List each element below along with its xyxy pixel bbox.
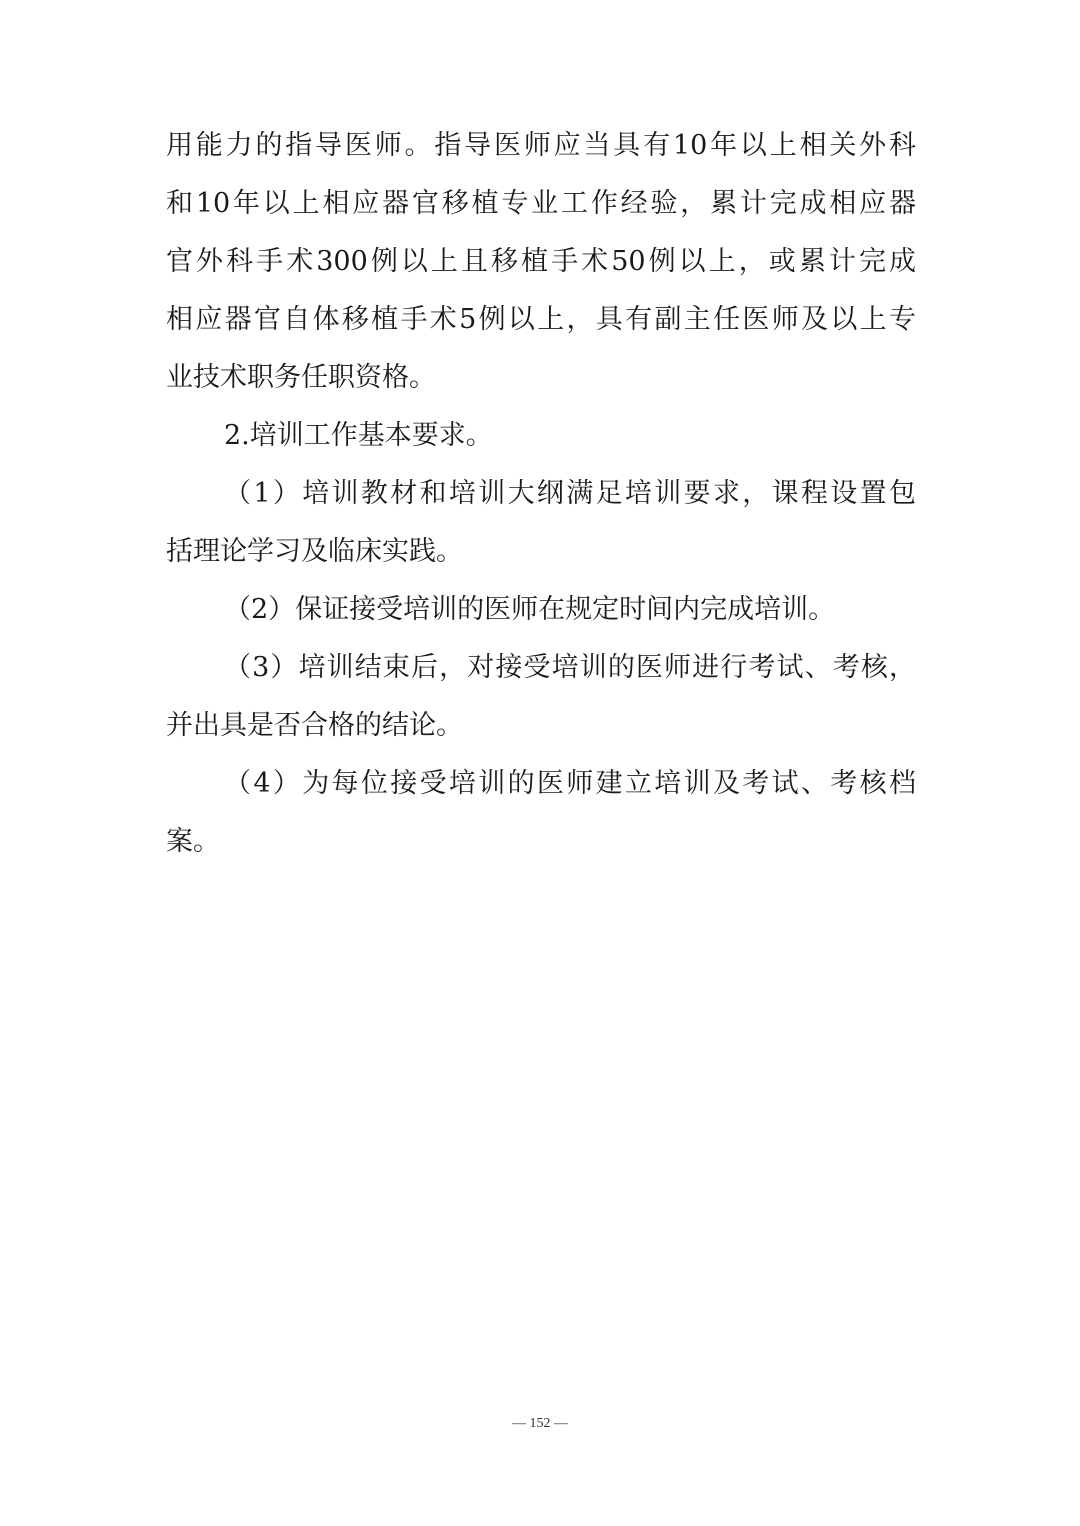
text-line: 官外科手术300例以上且移植手术50例以上，或累计完成 xyxy=(166,246,916,277)
text-line: 并出具是否合格的结论。 xyxy=(166,710,463,741)
text-line: 和10年以上相应器官移植专业工作经验，累计完成相应器 xyxy=(166,188,916,219)
text-line: 括理论学习及临床实践。 xyxy=(166,536,463,567)
page-number: — 152 — xyxy=(512,1416,568,1431)
text-line: （2）保证接受培训的医师在规定时间内完成培训。 xyxy=(224,594,836,625)
text-line: （1）培训教材和培训大纲满足培训要求，课程设置包 xyxy=(224,478,916,509)
text-line: （3）培训结束后，对接受培训的医师进行考试、考核， xyxy=(224,652,916,683)
text-line: （4）为每位接受培训的医师建立培训及考试、考核档 xyxy=(224,768,916,799)
section-heading: 2.培训工作基本要求。 xyxy=(224,420,493,451)
text-line: 用能力的指导医师。指导医师应当具有10年以上相关外科 xyxy=(166,130,916,161)
text-line: 案。 xyxy=(166,826,220,857)
text-line: 业技术职务任职资格。 xyxy=(166,362,436,393)
text-line: 相应器官自体移植手术5例以上，具有副主任医师及以上专 xyxy=(166,304,916,335)
